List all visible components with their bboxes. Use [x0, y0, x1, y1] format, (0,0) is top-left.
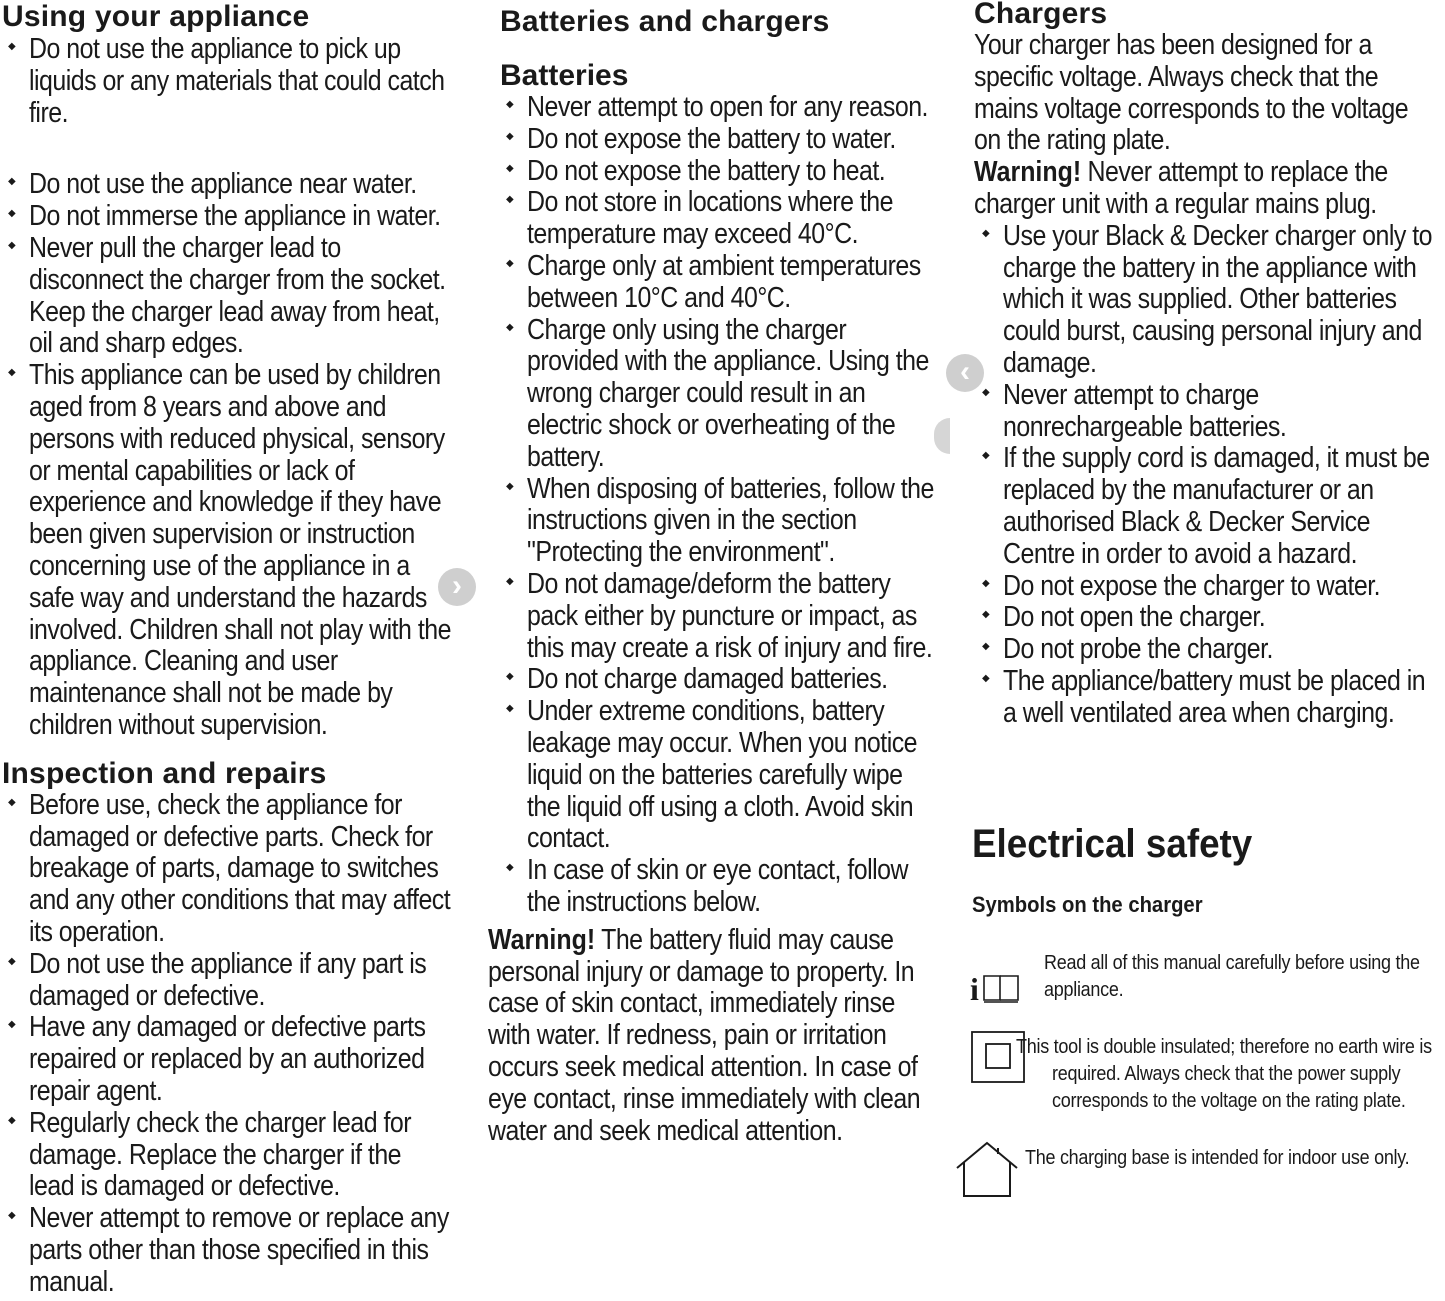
subheading-batteries: Batteries — [500, 59, 629, 92]
warning-label: Warning! — [488, 923, 596, 956]
charger-warning — [974, 157, 1436, 221]
svg-text:i: i — [970, 971, 979, 1007]
heading-batteries-and-chargers: Batteries and chargers — [500, 5, 830, 38]
list-item: ◆ Never pull the charger lead to disconnect the charger from the socket. Keep the charger lead away from heat, oil and sharp edges. — [2, 233, 452, 360]
warning-text: The battery fluid may cause personal injury or damage to property. In case of skin contact, immediately rinse with water. If redness, pain or irritation occurs seek medical attention. In case of eye contact, rinse immediately with clean water and seek medical attention. — [488, 923, 921, 1147]
inspection-repairs-list — [2, 790, 452, 1299]
symbol-text: The charging base is intended for indoor use only. — [1025, 1147, 1410, 1169]
heading-inspection-and-repairs: Inspection and repairs — [2, 756, 327, 790]
list-item: ◆ Do not store in locations where the temperature may exceed 40°C. — [500, 187, 943, 251]
list-item: ◆ Do not expose the battery to water. — [500, 124, 943, 156]
indoor-use-house-icon — [954, 1140, 1020, 1200]
heading-using-your-appliance: Using your appliance — [2, 0, 310, 33]
list-item: ◆ Do not expose the battery to heat. — [500, 156, 943, 188]
list-item: ◆ The appliance/battery must be placed in a well ventilated area when charging. — [976, 666, 1436, 730]
warning-text: Never attempt to replace the charger unit with a regular mains plug. — [974, 156, 1388, 220]
batteries-list — [500, 92, 943, 919]
chargers-list — [976, 221, 1436, 730]
heading-electrical-safety: Electrical safety — [972, 822, 1253, 866]
list-item: ◆ Never attempt to remove or replace any parts other than those specified in this manual. — [2, 1203, 452, 1298]
list-item: ◆ Do not damage/deform the battery pack either by puncture or impact, as this may create a risk of injury and fire. — [500, 569, 943, 664]
list-item: ◆ When disposing of batteries, follow the instructions given in the section "Protecting the environment". — [500, 474, 943, 569]
symbol-text: Read all of this manual carefully before using the appliance. — [1044, 952, 1420, 1001]
column-batteries-chargers — [488, 0, 943, 1147]
battery-fluid-warning — [488, 925, 943, 1148]
list-item: ◆ Before use, check the appliance for damaged or defective parts. Check for breakage of parts, damage to switches and any other conditions that may affect its operation. — [2, 790, 452, 949]
symbols-on-charger-title: Symbols on the charger — [972, 892, 1203, 917]
list-item: ◆ Do not open the charger. — [976, 602, 1436, 634]
symbol-text: This tool is double insulated; therefore no earth wire is required. Always check that the power supply corresponds to the voltage on the rating plate. — [1016, 1036, 1432, 1112]
column-using-appliance — [2, 0, 452, 1298]
chargers-intro: Your charger has been designed for a specific voltage. Always check that the mains voltage corresponds to the voltage on the rating plate. — [974, 29, 1409, 157]
list-item: ◆ In case of skin or eye contact, follow the instructions below. — [500, 855, 943, 919]
column-chargers — [974, 0, 1436, 730]
list-item: ◆ Charge only using the charger provided with the appliance. Using the wrong charger could result in an electric shock or overheating of the battery. — [500, 315, 943, 474]
read-manual-icon — [968, 964, 1028, 1014]
list-item: ◆ Do not use the appliance near water. — [2, 169, 452, 201]
list-item: ◆ Do not use the appliance to pick up liquids or any materials that could catch fire. — [2, 34, 452, 129]
chevron-left-icon[interactable]: ‹ — [946, 354, 984, 392]
list-item: ◆ Never attempt to charge nonrechargeable batteries. — [976, 380, 1436, 444]
list-item: ◆ This appliance can be used by children aged from 8 years and above and persons with reduced physical, sensory or mental capabilities or lack of experience and knowledge if they have been given supervision or instruction concerning use of the appliance in a safe way and understand the hazards involved. Children shall not play with the appliance. Cleaning and user maintenance shall not be made by children without supervision. — [2, 360, 452, 742]
list-item: ◆ Do not immerse the appliance in water. — [2, 201, 452, 233]
list-item: ◆ Have any damaged or defective parts repaired or replaced by an authorized repair agent. — [2, 1012, 452, 1107]
chevron-right-icon[interactable]: › — [438, 568, 476, 606]
list-item: ◆ Under extreme conditions, battery leakage may occur. When you notice liquid on the batteries carefully wipe the liquid off using a cloth. Avoid skin contact. — [500, 696, 943, 855]
list-item: ◆ Never attempt to open for any reason. — [500, 92, 943, 124]
warning-label: Warning! — [974, 156, 1082, 189]
list-item: ◆ Do not use the appliance if any part is damaged or defective. — [2, 949, 452, 1013]
list-item: ◆ Do not probe the charger. — [976, 634, 1436, 666]
using-appliance-list — [2, 34, 452, 742]
list-item: ◆ Do not expose the charger to water. — [976, 571, 1436, 603]
list-item: ◆ If the supply cord is damaged, it must be replaced by the manufacturer or an authorised Black & Decker Service Centre in order to avoid a hazard. — [976, 443, 1436, 570]
list-item: ◆ Use your Black & Decker charger only to charge the battery in the appliance with which it was supplied. Other batteries could burst, causing personal injury and damage. — [976, 221, 1436, 380]
list-item: ◆ Charge only at ambient temperatures between 10°C and 40°C. — [500, 251, 943, 315]
list-item: ◆ Regularly check the charger lead for damage. Replace the charger if the lead is damaged or defective. — [2, 1108, 452, 1203]
list-item: ◆ Do not charge damaged batteries. — [500, 664, 943, 696]
heading-chargers: Chargers — [974, 0, 1108, 30]
